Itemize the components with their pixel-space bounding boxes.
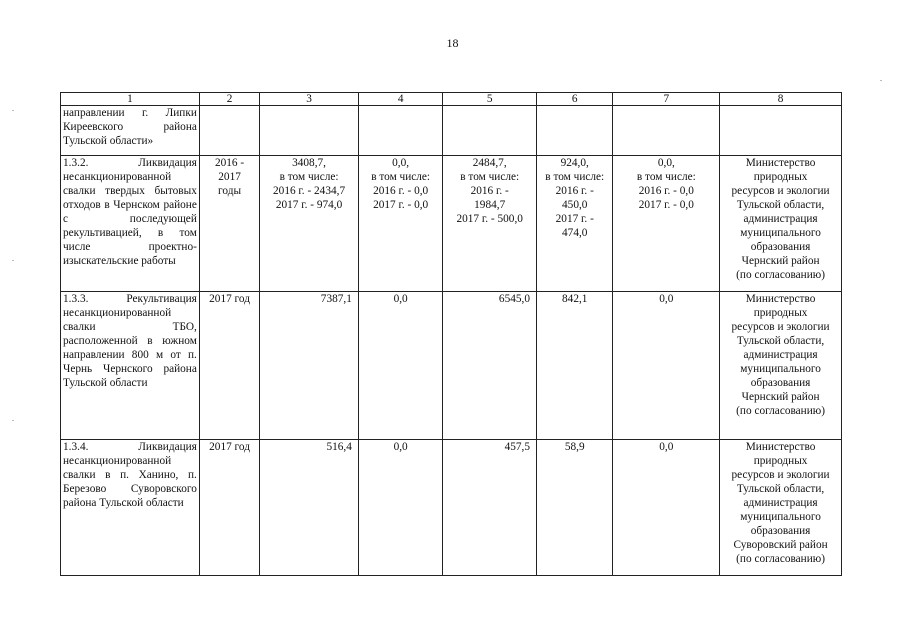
total-cell: [260, 106, 359, 156]
table-row: [61, 440, 842, 576]
period-cell: 2016 - 2017 годы: [199, 156, 259, 292]
activity-cell: 1.3.4. Ликвидация несанкционированной свалки в п. Ханино, п. Березово Суворовского района Тульской области: [61, 440, 200, 576]
executor-cell: Министерство природных ресурсов и экологии Тульской области, администрация муниципального образования Суворовский район (по согласованию): [720, 440, 842, 576]
header-cell: 4: [358, 93, 443, 106]
activity-cell: 1.3.3. Рекультивация несанкционированной свалки ТБО, расположенной в южном направлении 800 м от п. Чернь Чернского района Тульской области: [61, 292, 200, 440]
period-cell: 2017 год: [199, 292, 259, 440]
other-cell: [613, 106, 720, 156]
table-row: [61, 106, 842, 156]
executor-cell: Министерство природных ресурсов и экологии Тульской области, администрация муниципального образования Чернский район (по согласованию): [720, 292, 842, 440]
total-cell: 516,4: [260, 440, 359, 576]
executor-cell: [720, 106, 842, 156]
total-cell: 7387,1: [260, 292, 359, 440]
regional-cell: 2484,7, в том числе: 2016 г. - 1984,7 2017 г. - 500,0: [443, 156, 537, 292]
table-row: [61, 292, 842, 440]
federal-cell: 0,0, в том числе: 2016 г. - 0,0 2017 г. - 0,0: [358, 156, 443, 292]
header-cell: 6: [537, 93, 613, 106]
scan-speck: [12, 260, 14, 261]
other-cell: 0,0: [613, 292, 720, 440]
period-cell: 2017 год: [199, 440, 259, 576]
header-cell: 7: [613, 93, 720, 106]
header-cell: 2: [199, 93, 259, 106]
scan-speck: [12, 110, 14, 111]
data-table: [60, 92, 842, 576]
page-number: 18: [446, 36, 459, 50]
municipal-cell: [537, 106, 613, 156]
regional-cell: 6545,0: [443, 292, 537, 440]
header-cell: 5: [443, 93, 537, 106]
federal-cell: 0,0: [358, 292, 443, 440]
period-cell: [199, 106, 259, 156]
executor-cell: Министерство природных ресурсов и экологии Тульской области, администрация муниципального образования Чернский район (по согласованию): [720, 156, 842, 292]
header-row: [61, 93, 842, 106]
municipal-cell: 924,0, в том числе: 2016 г. - 450,0 2017 г. - 474,0: [537, 156, 613, 292]
other-cell: 0,0, в том числе: 2016 г. - 0,0 2017 г. - 0,0: [613, 156, 720, 292]
regional-cell: [443, 106, 537, 156]
header-cell: 3: [260, 93, 359, 106]
scan-speck: [12, 420, 14, 421]
regional-cell: 457,5: [443, 440, 537, 576]
header-cell: 1: [61, 93, 200, 106]
federal-cell: [358, 106, 443, 156]
activity-cell: направлении г. Липки Киреевского района Тульской области»: [61, 106, 200, 156]
activity-cell: 1.3.2. Ликвидация несанкционированной свалки твердых бытовых отходов в Чернском районе с последующей рекультивацией, в том числе проектно-изыскательские работы: [61, 156, 200, 292]
header-cell: 8: [720, 93, 842, 106]
federal-cell: 0,0: [358, 440, 443, 576]
scan-speck: [880, 80, 882, 81]
municipal-cell: 842,1: [537, 292, 613, 440]
other-cell: 0,0: [613, 440, 720, 576]
total-cell: 3408,7, в том числе: 2016 г. - 2434,7 2017 г. - 974,0: [260, 156, 359, 292]
table-row: [61, 156, 842, 292]
municipal-cell: 58,9: [537, 440, 613, 576]
